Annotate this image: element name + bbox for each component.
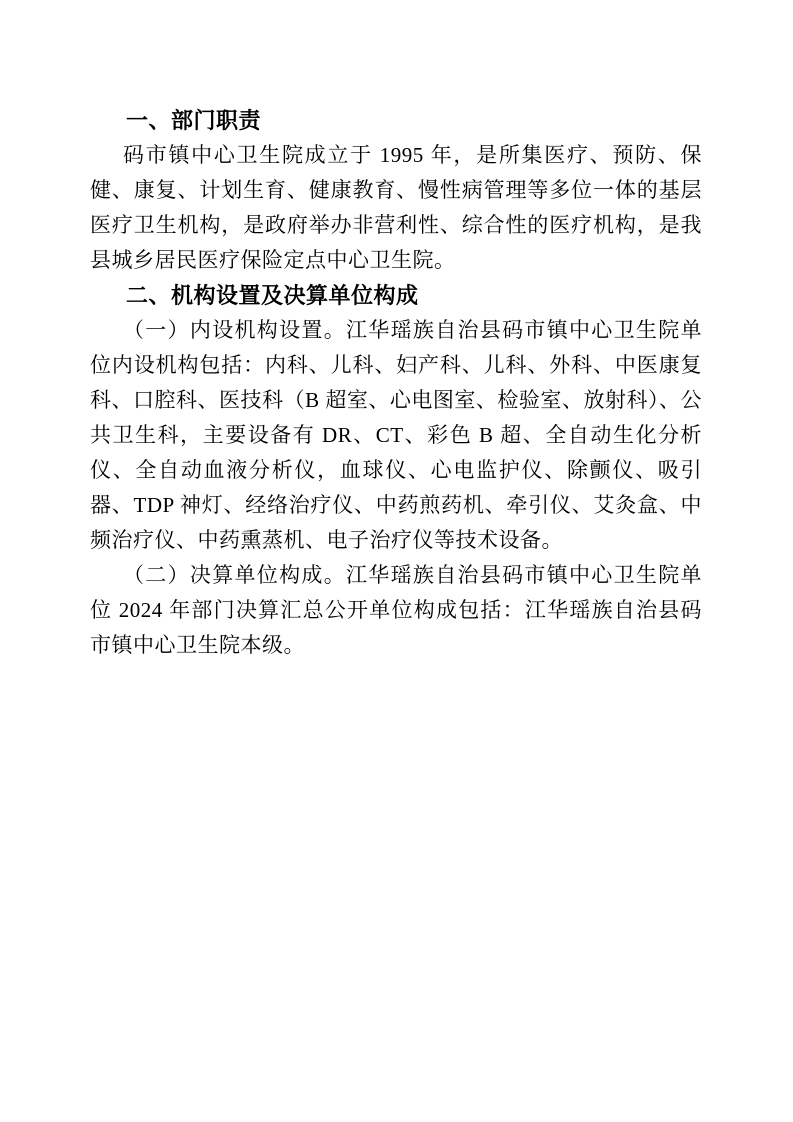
- document-content: [90, 103, 702, 663]
- paragraph-internal-structure: （一）内设机构设置。江华瑶族自治县码市镇中心卫生院单位内设机构包括：内科、儿科、妇产科、儿科、外科、中医康复科、口腔科、医技科（B 超室、心电图室、检验室、放射科）、公共卫生科，主要设备有 DR、CT、彩色 B 超、全自动生化分析仪、全自动血液分析仪，血球仪、心电监护仪、除颤仪、吸引器、TDP 神灯、经络治疗仪、中药煎药机、牵引仪、艾灸盒、中频治疗仪、中药熏蒸机、电子治疗仪等技术设备。: [90, 318, 702, 552]
- section-heading-department-duties: 一、部门职责: [126, 108, 262, 133]
- section-heading-org-structure: 二、机构设置及决算单位构成: [126, 283, 419, 308]
- paragraph-department-duties: 码市镇中心卫生院成立于 1995 年，是所集医疗、预防、保健、康复、计划生育、健康教育、慢性病管理等多位一体的基层医疗卫生机构，是政府举办非营利性、综合性的医疗机构，是我县城乡居民医疗保险定点中心卫生院。: [90, 143, 702, 272]
- paragraph-budget-unit-composition: （二）决算单位构成。江华瑶族自治县码市镇中心卫生院单位 2024 年部门决算汇总公开单位构成包括：江华瑶族自治县码市镇中心卫生院本级。: [90, 563, 702, 657]
